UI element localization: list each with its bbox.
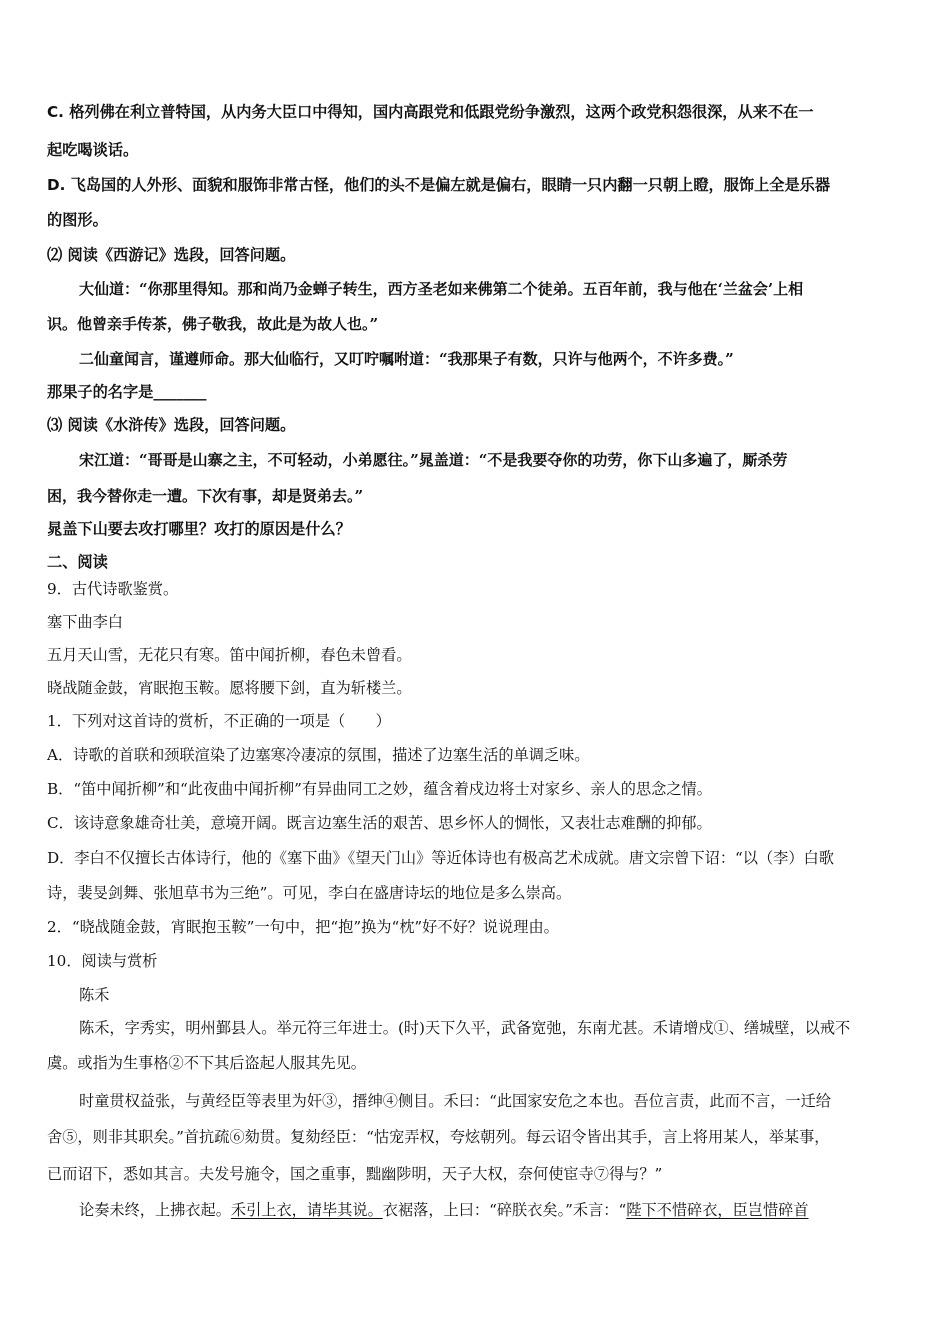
q10-para1-line1: 陈禾，字秀实，明州鄞县人。举元符三年进士。(时)天下久平，武备宽弛，东南尤甚。禾请增戍①、缮城壁，以戒不 <box>79 1019 851 1037</box>
xiyouji-para1-line1: 大仙道：“你那里得知。那和尚乃金蝉子转生，西方圣老如来佛第二个徒弟。五百年前，我与他在‘兰盆会’上相 <box>79 280 804 298</box>
para3-text-a: 论奏未终，上拂衣起。 <box>79 1201 231 1219</box>
q10-para2-line2: 舍⑤，则非其职矣。”首抗疏⑥劾贯。复劾经臣：“怙宠弄权，夸炫朝列。每云诏令皆出其手，言上将用某人，举某事， <box>47 1128 830 1146</box>
q9-title: 9．古代诗歌鉴赏。 <box>47 580 179 598</box>
q10-para1-line2: 虞。或指为生事格②不下其后盗起人服其先见。 <box>47 1054 366 1072</box>
poem-line2: 晓战随金鼓，宵眠抱玉鞍。愿将腰下剑，直为斩楼兰。 <box>47 679 412 697</box>
option-c-line2: 起吃喝谈话。 <box>47 141 139 159</box>
poem-title: 塞下曲李白 <box>47 613 123 631</box>
question-3-title: ⑶ 阅读《水浒传》选段，回答问题。 <box>47 416 296 434</box>
q9-option-d-line2: 诗，裴旻剑舞、张旭草书为三绝”。可见，李白在盛唐诗坛的地位是多么崇高。 <box>47 884 572 902</box>
question-2-title: ⑵ 阅读《西游记》选段，回答问题。 <box>47 246 296 264</box>
underlined-sentence-2: 陛下不惜碎衣，臣岂惜碎首 <box>626 1201 809 1219</box>
poem-line1: 五月天山雪，无花只有寒。笛中闻折柳，春色未曾看。 <box>47 646 412 664</box>
q10-para2-line3: 已而诏下，悉如其言。夫发号施令，国之重事，黜幽陟明，天子大权，奈何使宦寺⑦得与？” <box>47 1165 663 1183</box>
para3-text-b: 衣裾落，上曰：“碎朕衣矣。”禾言：“ <box>382 1201 627 1219</box>
part-2-heading: 二、阅读 <box>47 553 108 571</box>
shuihu-line1: 宋江道：“哥哥是山寨之主，不可轻动，小弟愿往。”晁盖道：“不是我要夺你的功劳，你下山多遍了，厮杀劳 <box>79 451 788 469</box>
xiyouji-para1-line2: 识。他曾亲手传茶，佛子敬我，故此是为故人也。” <box>47 315 379 333</box>
xiyouji-question: 那果子的名字是_______ <box>47 383 207 401</box>
option-d-line1: D. 飞岛国的人外形、面貌和服饰非常古怪，他们的头不是偏左就是偏右，眼睛一只内翻一只朝上瞪，服饰上全是乐器 <box>47 176 831 194</box>
shuihu-line2: 困，我今替你走一遭。下次有事，却是贤弟去。” <box>47 487 364 505</box>
xiyouji-para2: 二仙童闻言，谨遵师命。那大仙临行，又叮咛嘱咐道：“我那果子有数，只许与他两个，不许多费。” <box>79 350 734 368</box>
q10-para2-line1: 时童贯权益张，与黄经臣等表里为奸③，搢绅④侧目。禾曰：“此国家安危之本也。吾位言责，此而不言，一迁给 <box>79 1092 831 1110</box>
shuihu-question: 晁盖下山要去攻打哪里？攻打的原因是什么？ <box>47 520 351 538</box>
q9-option-c: C．该诗意象雄奇壮美，意境开阔。既言边塞生活的艰苦、思乡怀人的惆怅，又表壮志难酬的抑郁。 <box>47 814 712 832</box>
q9-sub1: 1．下列对这首诗的赏析，不正确的一项是（ ） <box>47 712 391 730</box>
q10-title: 10．阅读与赏析 <box>47 952 158 970</box>
q10-passage-title: 陈禾 <box>79 986 110 1004</box>
q9-option-a: A．诗歌的首联和颈联渲染了边塞寒冷凄凉的氛围，描述了边塞生活的单调乏味。 <box>47 746 590 764</box>
option-c-line1: C. 格列佛在利立普特国，从内务大臣口中得知，国内高跟党和低跟党纷争激烈，这两个政党积怨很深，从来不在一 <box>47 103 814 121</box>
q10-para3-line1 <box>79 1199 907 1220</box>
q9-option-b: B．“笛中闻折柳”和“此夜曲中闻折柳”有异曲同工之妙，蕴含着戍边将士对家乡、亲人的思念之情。 <box>47 780 712 798</box>
option-d-line2: 的图形。 <box>47 211 108 229</box>
q9-option-d-line1: D．李白不仅擅长古体诗行，他的《塞下曲》《望天门山》等近体诗也有极高艺术成就。唐文宗曾下诏：“以（李）白歌 <box>47 849 834 867</box>
underlined-sentence-1: 禾引上衣，请毕其说。 <box>230 1201 383 1219</box>
q9-sub2: 2．“晓战随金鼓，宵眠抱玉鞍”一句中，把“抱”换为“枕”好不好？说说理由。 <box>47 918 559 936</box>
